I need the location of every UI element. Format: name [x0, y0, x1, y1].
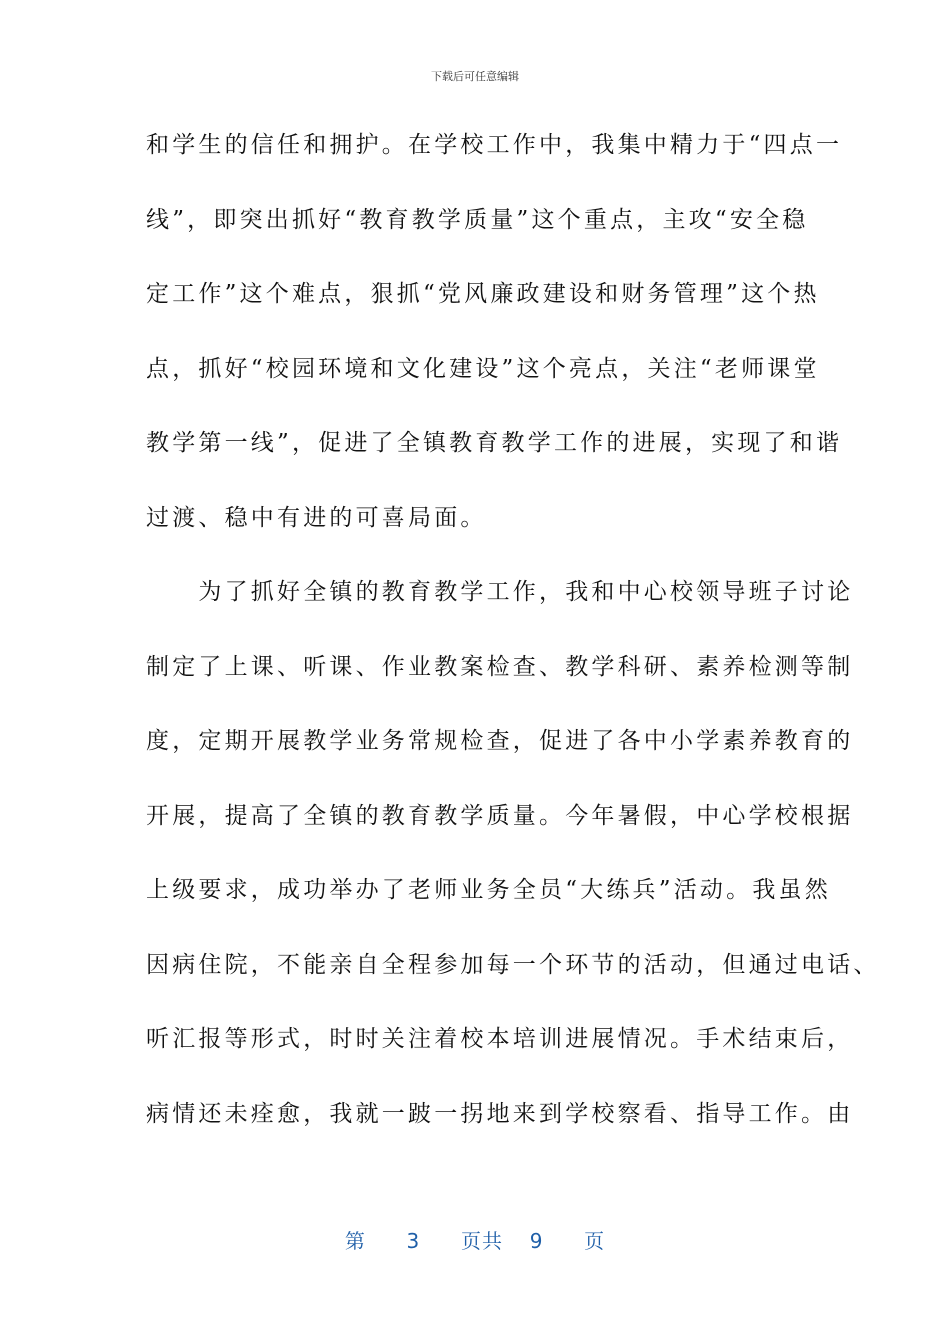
text-line: 上级要求，成功举办了老师业务全员“大练兵”活动。我虽然	[146, 877, 831, 903]
footer-label-of: 页共	[461, 1229, 503, 1253]
text-line: 听汇报等形式，时时关注着校本培训进展情况。手术结束后，	[146, 1026, 854, 1052]
page-footer	[0, 1225, 950, 1254]
text-line: 点，抓好“校园环境和文化建设”这个亮点，关注“老师课堂	[146, 355, 820, 382]
document-body	[146, 118, 880, 1161]
text-line: 线”，即突出抓好“教育教学质量”这个重点，主攻“安全稳	[146, 206, 809, 233]
footer-label-page: 第	[344, 1229, 366, 1253]
text-line: 病情还未痊愈，我就一跛一拐地来到学校察看、指导工作。由	[146, 1100, 854, 1127]
text-line: 度，定期开展教学业务常规检查，促进了各中小学素养教育的	[146, 728, 854, 754]
text-line: 定工作”这个难点，狠抓“党风廉政建设和财务管理”这个热	[146, 281, 820, 307]
current-page-number: 3	[406, 1229, 421, 1253]
text-line: 开展，提高了全镇的教育教学质量。今年暑假，中心学校根据	[146, 802, 854, 829]
text-line: 因病住院，不能亲自全程参加每一个环节的活动，但通过电话、	[146, 951, 880, 978]
text-line: 过渡、稳中有进的可喜局面。	[146, 504, 487, 531]
total-pages-number: 9	[529, 1229, 544, 1253]
footer-label-end: 页	[584, 1229, 606, 1253]
text-line: 和学生的信任和拥护。在学校工作中，我集中精力于“四点一	[146, 132, 843, 158]
text-line: 制定了上课、听课、作业教案检查、教学科研、素养检测等制	[146, 653, 854, 680]
page-header-note: 下载后可任意编辑	[431, 70, 519, 83]
text-line: 教学第一线”，促进了全镇教育教学工作的进展，实现了和谐	[146, 430, 843, 456]
text-line: 为了抓好全镇的教育教学工作，我和中心校领导班子讨论	[146, 579, 854, 605]
